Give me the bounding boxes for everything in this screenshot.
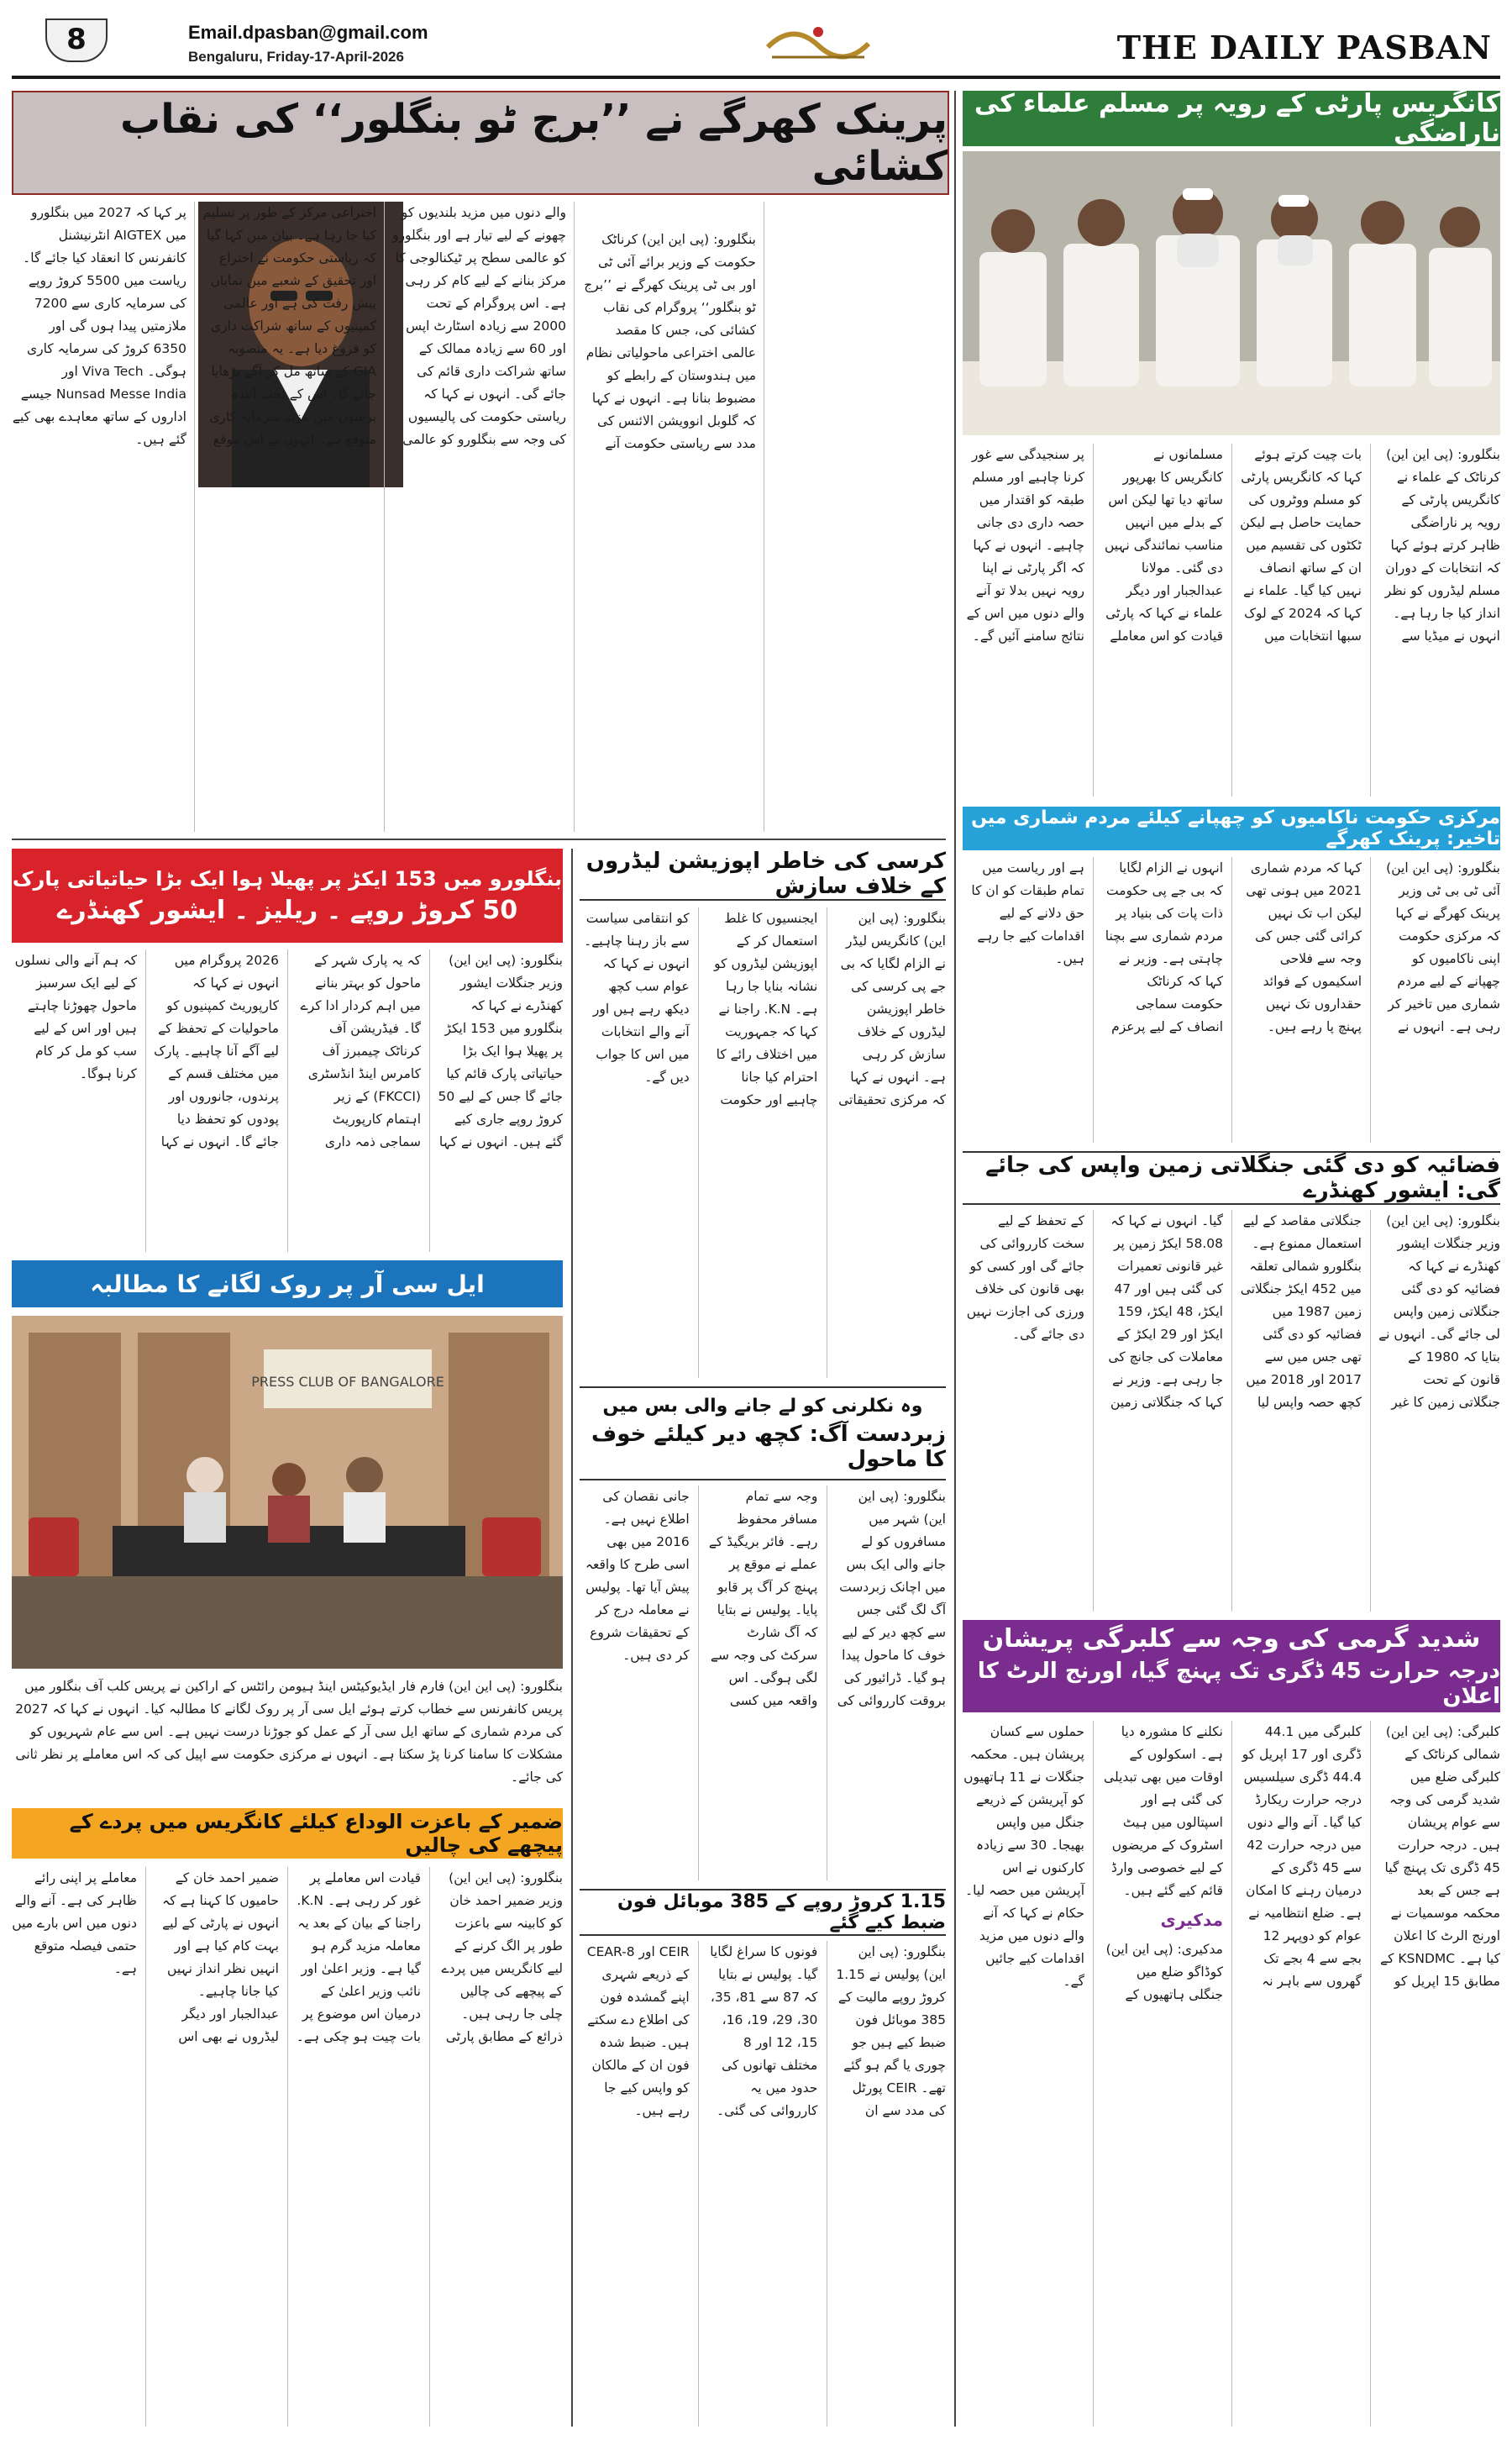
ulema-article-body: بنگلورو: (پی این این) کرناٹک کے علماء نے کانگریس پارٹی کے رویہ پر ناراضگی ظاہر کرتے ہوئے کہا کہ انتخابات کے دوران مسلم لیڈروں کو نظر انداز کیا جا رہا ہے۔ انہوں نے میڈیا سے بات چیت کرتے ہوئے کہا کہ کانگریس پارٹی کو مسلم ووٹروں کی حمایت حاصل ہے لیکن ٹکٹوں کی تقسیم میں ان کے ساتھ انصاف نہیں کیا گیا۔ علماء نے کہا کہ 2024 کے لوک سبھا انتخابات میں مسلمانوں نے کانگریس کا بھرپور ساتھ دیا تھا لیکن اس کے بدلے میں انہیں مناسب نمائندگی نہیں دی گئی۔ مولانا عبدالجبار اور دیگر علماء نے کہا کہ پارٹی قیادت کو اس معاملے پر سنجیدگی سے غور کرنا چاہیے اور مسلم طبقہ کو اقتدار میں حصہ داری دی جانی چاہیے۔ انہوں نے کہا کہ اگر پارٹی نے اپنا رویہ نہیں بدلا تو آنے والے دنوں میں اس کے نتائج سامنے آئیں گے۔ bbox=[966, 447, 1500, 644]
ulema-headline: کانگریس پارٹی کے رویہ پر مسلم علماء کی ناراضگی bbox=[963, 91, 1500, 146]
burj-article-body bbox=[12, 202, 946, 832]
land-headline: فضائیہ کو دی گئی جنگلاتی زمین واپس کی جائے گی: ایشور کھنڈرے bbox=[963, 1151, 1500, 1205]
press-conference-photo bbox=[12, 1316, 563, 1669]
dateline: Bengaluru, Friday-17-April-2026 bbox=[188, 49, 404, 65]
zameer-headline: ضمیر کے باعزت الوداع کیلئے کانگریس میں پردے کے پیچھے کی چالیں bbox=[12, 1808, 563, 1859]
opposition-headline: کرسی کی خاطر اپوزیشن لیڈروں کے خلاف سازش bbox=[580, 849, 946, 901]
zameer-article-body: بنگلورو: (پی این این) وزیر ضمیر احمد خان کو کابینہ سے باعزت طور پر الگ کرنے کے لیے کانگریس میں پردے کے پیچھے کی چالیں چلی جا رہی ہیں۔ ذرائع کے مطابق پارٹی قیادت اس معاملے پر غور کر رہی ہے۔ K.N. راجنا کے بیان کے بعد یہ معاملہ مزید گرم ہو گیا ہے۔ وزیر اعلیٰ اور نائب وزیر اعلیٰ کے درمیان اس موضوع پر بات چیت ہو چکی ہے۔ ضمیر احمد خان کے حامیوں کا کہنا ہے کہ انہوں نے پارٹی کے لیے بہت کام کیا ہے اور انہیں نظر انداز نہیں کیا جانا چاہیے۔ عبدالجبار اور دیگر لیڈروں نے بھی اس معاملے پر اپنی رائے ظاہر کی ہے۔ آنے والے دنوں میں اس بارے میں حتمی فیصلہ متوقع ہے۔ bbox=[12, 1870, 563, 2044]
press-club-photo bbox=[12, 1316, 563, 1669]
email-address[interactable]: Email.dpasban@gmail.com bbox=[188, 22, 428, 43]
burj-body: بنگلورو: (پی این این) کرناٹک حکومت کے وزیر برائے آئی ٹی اور بی ٹی پرینک کھرگے نے ’’برج ٹو بنگلور‘‘ پروگرام کی نقاب کشائی کی، جس کا مقصد عالمی اختراعی ماحولیاتی نظام میں ہندوستان کے رابطے کو مضبوط بنانا ہے۔ انہوں نے کہا کہ گلوبل انوویشن الائنس کی مدد سے ریاستی حکومت آنے والے دنوں میں مزید بلندیوں کو چھونے کے لیے تیار ہے اور بنگلورو کو عالمی سطح پر ٹیکنالوجی کا مرکز بنانے کے لیے کام کر رہی ہے۔ اس پروگرام کے تحت 2000 سے زیادہ اسٹارٹ اپس اور 60 سے زیادہ ممالک کے ساتھ شراکت داری قائم کی جائے گی۔ انہوں نے کہا کہ ریاستی حکومت کی پالیسیوں کی وجہ سے بنگلورو کو عالمی اختراعی مرکز کے طور پر تسلیم کیا جا رہا ہے۔ بیان میں کہا گیا کہ ریاستی حکومت نے اختراع اور تحقیق کے شعبے میں نمایاں پیش رفت کی ہے اور عالمی کمپنیوں کے ساتھ شراکت داری کو فروغ دیا ہے۔ یہ منصوبہ GIA کے ساتھ مل کر آگے بڑھایا جائے گا۔ اس کے تحت آئندہ برسوں میں مزید سرمایہ کاری متوقع ہے۔ انہوں نے اس موقع پر کہا کہ 2027 میں بنگلورو میں AIGTEX انٹرنیشنل کانفرنس کا انعقاد کیا جائے گا۔ ریاست میں 5500 کروڑ روپے کی سرمایہ کاری سے 7200 ملازمتیں پیدا ہوں گی اور 6350 کروڑ کی سرمایہ کاری ہوگی۔ Viva Tech اور Nunsad Messe India جیسے اداروں کے ساتھ معاہدے بھی کیے گئے ہیں۔ bbox=[12, 205, 756, 452]
column-divider bbox=[954, 91, 956, 2427]
logo-emblem bbox=[751, 13, 885, 69]
pasban-logo bbox=[751, 13, 885, 69]
opposition-article-body: بنگلورو: (پی این این) کانگریس لیڈر نے الزام لگایا کہ بی جے پی کرسی کی خاطر اپوزیشن لیڈروں کے خلاف سازش کر رہی ہے۔ انہوں نے کہا کہ مرکزی تحقیقاتی ایجنسیوں کا غلط استعمال کر کے اپوزیشن لیڈروں کو نشانہ بنایا جا رہا ہے۔ K.N. راجنا نے کہا کہ جمہوریت میں اختلاف رائے کا احترام کیا جانا چاہیے اور حکومت کو انتقامی سیاست سے باز رہنا چاہیے۔ انہوں نے کہا کہ عوام سب کچھ دیکھ رہے ہیں اور آنے والے انتخابات میں اس کا جواب دیں گے۔ bbox=[584, 911, 946, 1107]
heat-article-body bbox=[963, 1721, 1500, 2427]
masthead: THE DAILY PASBAN bbox=[1116, 29, 1492, 66]
heat-subhead: مدکیری bbox=[1160, 1910, 1223, 1930]
burj-headline: پرینک کھرگے نے ’’برج ٹو بنگلور‘‘ کی نقاب کشائی bbox=[12, 91, 949, 195]
census-headline: مرکزی حکومت ناکامیوں کو چھپانے کیلئے مردم شماری میں تاخیر: پرینک کھرگے bbox=[963, 807, 1500, 850]
heat-headline-main: شدید گرمی کی وجہ سے کلبرگی پریشان bbox=[982, 1623, 1481, 1654]
park-headline-main: بنگلورو میں 153 ایکڑ پر پھیلا ہوا ایک بڑا حیاتیاتی پارک bbox=[12, 866, 563, 891]
heat-body: کلبرگی: (پی این این) شمالی کرناٹک کے کلبرگی ضلع میں شدید گرمی کی وجہ سے عوام پریشان ہیں۔ درجہ حرارت 45 ڈگری تک پہنچ گیا ہے جس کے بعد محکمہ موسمیات نے اورنج الرٹ کا اعلان کیا ہے۔ KSNDMC کے مطابق 15 اپریل کو کلبرگی میں 44.1 ڈگری اور 17 اپریل کو 44.4 ڈگری سیلسیس درجہ حرارت ریکارڈ کیا گیا۔ آنے والے دنوں میں درجہ حرارت 42 سے 45 ڈگری کے درمیان رہنے کا امکان ہے۔ ضلع انتظامیہ نے عوام کو دوپہر 12 بجے سے 4 بجے تک گھروں سے باہر نہ نکلنے کا مشورہ دیا ہے۔ اسکولوں کے اوقات میں بھی تبدیلی کی گئی ہے اور اسپتالوں میں ہیٹ اسٹروک کے مریضوں کے لیے خصوصی وارڈ قائم کیے گئے ہیں۔ bbox=[1104, 1724, 1500, 1989]
census-article-body: بنگلورو: (پی این این) آئی ٹی بی ٹی وزیر پرینک کھرگے نے کہا کہ مرکزی حکومت اپنی ناکامیوں کو چھپانے کے لیے مردم شماری میں تاخیر کر رہی ہے۔ انہوں نے کہا کہ مردم شماری 2021 میں ہونی تھی لیکن اب تک نہیں کرائی گئی جس کی وجہ سے فلاحی اسکیموں کے فوائد حقداروں تک نہیں پہنچ پا رہے ہیں۔ انہوں نے الزام لگایا کہ بی جے پی حکومت ذات پات کی بنیاد پر مردم شماری سے بچنا چاہتی ہے۔ وزیر نے کہا کہ کرناٹک حکومت سماجی انصاف کے لیے پرعزم ہے اور ریاست میں تمام طبقات کو ان کا حق دلانے کے لیے اقدامات کیے جا رہے ہیں۔ bbox=[971, 860, 1500, 1034]
park-headline-sub: 50 کروڑ روپے ۔ ریلیز ۔ ایشور کھنڈرے bbox=[56, 895, 518, 925]
park-headline bbox=[12, 849, 563, 943]
ulema-photo bbox=[963, 151, 1500, 435]
park-article-body: بنگلورو: (پی این این) وزیر جنگلات ایشور کھنڈرے نے کہا کہ بنگلورو میں 153 ایکڑ پر پھیلا ہوا ایک بڑا حیاتیاتی پارک قائم کیا جائے گا جس کے لیے 50 کروڑ روپے جاری کیے گئے ہیں۔ انہوں نے کہا کہ یہ پارک شہر کے ماحول کو بہتر بنانے میں اہم کردار ادا کرے گا۔ فیڈریشن آف کرناٹک چیمبرز آف کامرس اینڈ انڈسٹری (FKCCI) کے زیر اہتمام کارپوریٹ سماجی ذمہ داری 2026 پروگرام میں انہوں نے کہا کہ کارپوریٹ کمپنیوں کو ماحولیات کے تحفظ کے لیے آگے آنا چاہیے۔ پارک میں مختلف قسم کے پرندوں، جانوروں اور پودوں کو تحفظ دیا جائے گا۔ انہوں نے کہا کہ ہم آنے والی نسلوں کے لیے ایک سرسبز ماحول چھوڑنا چاہتے ہیں اور اس کے لیے سب کو مل کر کام کرنا ہوگا۔ bbox=[14, 953, 563, 1149]
section-divider bbox=[12, 839, 946, 840]
fire-headline bbox=[580, 1386, 946, 1480]
fire-headline-sub: زبردست آگ: کچھ دیر کیلئے خوف کا ماحول bbox=[591, 1421, 946, 1472]
mobiles-headline: 1.15 کروڑ روپے کے 385 موبائل فون ضبط کیے گئے bbox=[580, 1889, 946, 1936]
press-club-sign: PRESS CLUB OF BANGALORE bbox=[251, 1374, 444, 1390]
fire-article-body: بنگلورو: (پی این این) شہر میں مسافروں کو لے جانے والی ایک بس میں اچانک زبردست آگ لگ گئی جس سے کچھ دیر کے لیے خوف کا ماحول پیدا ہو گیا۔ ڈرائیور کی بروقت کارروائی کی وجہ سے تمام مسافر محفوظ رہے۔ فائر بریگیڈ کے عملے نے موقع پر پہنچ کر آگ پر قابو پایا۔ پولیس نے بتایا کہ آگ شارٹ سرکٹ کی وجہ سے لگی ہوگی۔ اس واقعہ میں کسی جانی نقصان کی اطلاع نہیں ہے۔ 2016 میں بھی اسی طرح کا واقعہ پیش آیا تھا۔ پولیس نے معاملہ درج کر کے تحقیقات شروع کر دی ہیں۔ bbox=[585, 1489, 946, 1708]
page-number: 8 bbox=[45, 18, 108, 62]
mobiles-article-body: بنگلورو: (پی این این) پولیس نے 1.15 کروڑ روپے مالیت کے 385 موبائل فون ضبط کیے ہیں جو چوری یا گم ہو گئے تھے۔ CEIR پورٹل کی مدد سے ان فونوں کا سراغ لگایا گیا۔ پولیس نے بتایا کہ 87 سے 81، 35، 30، 29، 19، 16، 15، 12 اور 8 مختلف تھانوں کی حدود میں یہ کارروائی کی گئی۔ CEIR اور CEAR-8 کے ذریعے شہری اپنے گمشدہ فون کی اطلاع دے سکتے ہیں۔ ضبط شدہ فون ان کے مالکان کو واپس کیے جا رہے ہیں۔ bbox=[586, 1944, 946, 2118]
page-header bbox=[12, 10, 1500, 79]
fire-headline-main: وہ نکلرنی کو لے جانے والی بس میں bbox=[602, 1395, 923, 1417]
ulema-meeting-photo bbox=[963, 151, 1500, 435]
column-divider bbox=[571, 849, 573, 2427]
heat-body-2: مدکیری: (پی این این) کوڈاگو ضلع میں جنگلی ہاتھیوں کے حملوں سے کسان پریشان ہیں۔ محکمہ جنگلات نے 11 ہاتھیوں کو آپریشن کے ذریعے جنگل میں واپس بھیجا۔ 30 سے زیادہ کارکنوں نے اس آپریشن میں حصہ لیا۔ حکام نے کہا کہ آنے والے دنوں میں مزید اقدامات کیے جائیں گے۔ bbox=[963, 1724, 1223, 2002]
heat-headline-sub: درجہ حرارت 45 ڈگری تک پہنچ گیا، اورنج الرٹ کا اعلان bbox=[977, 1658, 1500, 1709]
lcr-article-body: بنگلورو: (پی این این) فارم فار ایڈیوکیٹس اینڈ ہیومن رائٹس کے اراکین نے پریس کلب آف بنگلور میں پریس کانفرنس سے خطاب کرتے ہوئے ایل سی آر پر روک لگانے کا مطالبہ کیا۔ انہوں نے کہا کہ 2027 کی مردم شماری کے ساتھ ایل سی آر کے عمل کو جوڑنا درست نہیں ہے۔ اس سے عام شہریوں کو مشکلات کا سامنا کرنا پڑ سکتا ہے۔ انہوں نے مرکزی حکومت سے اپیل کی کہ اس معاملے پر نظر ثانی کی جائے۔ bbox=[15, 1679, 563, 1785]
heat-headline bbox=[963, 1620, 1500, 1712]
land-article-body: بنگلورو: (پی این این) وزیر جنگلات ایشور کھنڈرے نے کہا کہ فضائیہ کو دی گئی جنگلاتی زمین واپس لی جائے گی۔ انہوں نے بتایا کہ 1980 کے قانون کے تحت جنگلاتی زمین کا غیر جنگلاتی مقاصد کے لیے استعمال ممنوع ہے۔ بنگلورو شمالی تعلقہ میں 452 ایکڑ جنگلاتی زمین 1987 میں فضائیہ کو دی گئی تھی جس میں سے 2017 اور 2018 میں کچھ حصہ واپس لیا گیا۔ انہوں نے کہا کہ 58.08 ایکڑ زمین پر غیر قانونی تعمیرات کی گئی ہیں اور 47 ایکڑ، 48 ایکڑ، 159 ایکڑ اور 29 ایکڑ کے معاملات کی جانچ کی جا رہی ہے۔ وزیر نے کہا کہ جنگلاتی زمین کے تحفظ کے لیے سخت کارروائی کی جائے گی اور کسی کو بھی قانون کی خلاف ورزی کی اجازت نہیں دی جائے گی۔ bbox=[966, 1213, 1500, 1410]
lcr-headline: ایل سی آر پر روک لگانے کا مطالبہ bbox=[12, 1260, 563, 1307]
